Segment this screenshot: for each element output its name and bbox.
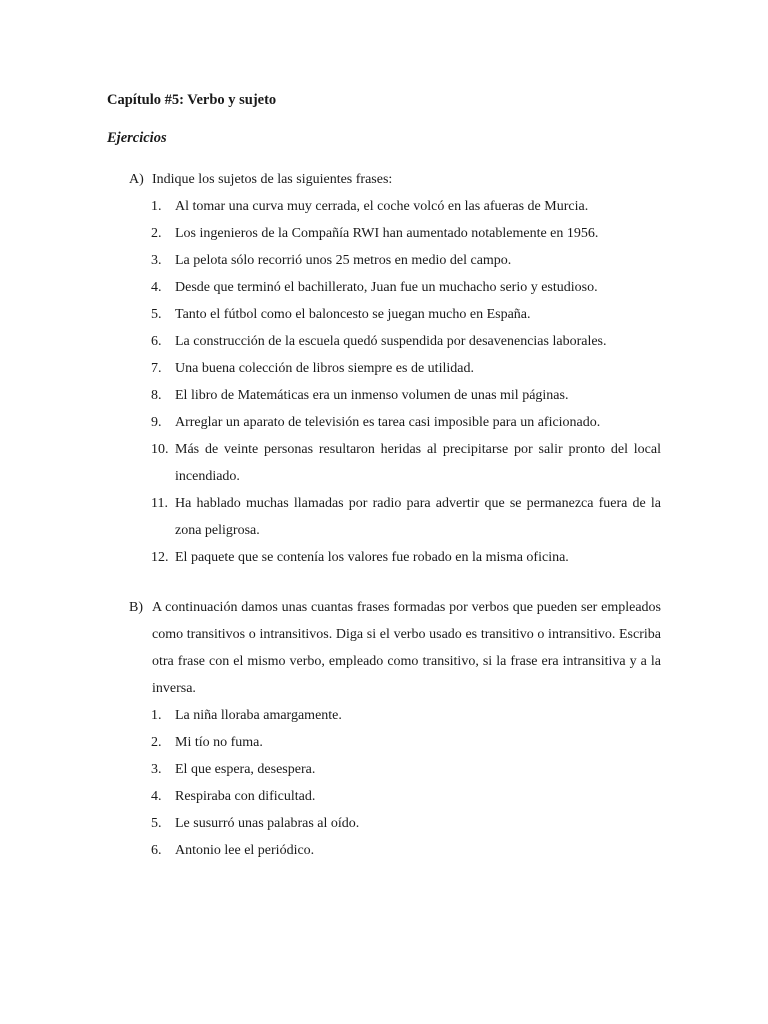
item-number: 6. bbox=[151, 334, 162, 349]
item-text: Mi tío no fuma. bbox=[175, 735, 263, 750]
item-number: 5. bbox=[151, 307, 162, 322]
item-text: La pelota sólo recorrió unos 25 metros en medio del campo. bbox=[175, 253, 512, 268]
list-item bbox=[152, 301, 661, 328]
item-number: 5. bbox=[151, 816, 162, 831]
exercise-section-a bbox=[129, 166, 661, 571]
list-item bbox=[152, 382, 661, 409]
list-item bbox=[152, 193, 661, 220]
item-number: 6. bbox=[151, 843, 162, 858]
item-number: 9. bbox=[151, 415, 162, 430]
section-intro: Indique los sujetos de las siguientes frases: bbox=[152, 172, 393, 187]
item-text: Antonio lee el periódico. bbox=[175, 843, 315, 858]
list-item bbox=[152, 247, 661, 274]
item-number: 4. bbox=[151, 789, 162, 804]
item-text: La construcción de la escuela quedó suspendida por desavenencias laborales. bbox=[175, 334, 607, 349]
chapter-title: Capítulo #5: Verbo y sujeto bbox=[107, 92, 277, 108]
item-text: Desde que terminó el bachillerato, Juan fue un muchacho serio y estudioso. bbox=[175, 280, 598, 295]
section-heading: Ejercicios bbox=[107, 130, 167, 146]
item-number: 8. bbox=[151, 388, 162, 403]
list-item bbox=[152, 810, 661, 837]
list-item bbox=[152, 756, 661, 783]
section-intro: A continuación damos unas cuantas frases formadas por verbos que pueden ser empleados como transitivos o intransitivos. Diga si el verbo usado es transitivo o intransitivo. Escriba otra frase con el mismo verbo, empleado como transitivo, si la frase era intransitiva y a la inversa. bbox=[152, 600, 661, 696]
item-number: 2. bbox=[151, 226, 162, 241]
item-text: Respiraba con dificultad. bbox=[175, 789, 316, 804]
item-text: Arreglar un aparato de televisión es tarea casi imposible para un aficionado. bbox=[175, 415, 601, 430]
item-text: Los ingenieros de la Compañía RWI han aumentado notablemente en 1956. bbox=[175, 226, 599, 241]
item-number: 1. bbox=[151, 708, 162, 723]
list-item bbox=[152, 355, 661, 382]
list-item bbox=[152, 783, 661, 810]
item-number: 1. bbox=[151, 199, 162, 214]
item-number: 10. bbox=[151, 442, 169, 457]
item-text: Una buena colección de libros siempre es de utilidad. bbox=[175, 361, 474, 376]
list-item bbox=[152, 729, 661, 756]
list-item bbox=[152, 544, 661, 571]
item-text: La niña lloraba amargamente. bbox=[175, 708, 342, 723]
item-number: 12. bbox=[151, 550, 169, 565]
item-number: 3. bbox=[151, 762, 162, 777]
list-item bbox=[152, 490, 661, 544]
exercise-section-b bbox=[129, 594, 661, 864]
list-item bbox=[152, 328, 661, 355]
item-number: 7. bbox=[151, 361, 162, 376]
section-label: B) bbox=[129, 600, 143, 615]
item-text: Le susurró unas palabras al oído. bbox=[175, 816, 360, 831]
exercise-list bbox=[152, 193, 661, 571]
item-text: Tanto el fútbol como el baloncesto se juegan mucho en España. bbox=[175, 307, 531, 322]
item-number: 4. bbox=[151, 280, 162, 295]
list-item bbox=[152, 702, 661, 729]
item-text: El paquete que se contenía los valores fue robado en la misma oficina. bbox=[175, 550, 569, 565]
item-number: 11. bbox=[151, 496, 168, 511]
item-text: Al tomar una curva muy cerrada, el coche volcó en las afueras de Murcia. bbox=[175, 199, 589, 214]
list-item bbox=[152, 220, 661, 247]
list-item bbox=[152, 837, 661, 864]
item-text: Ha hablado muchas llamadas por radio para advertir que se permanezca fuera de la zona peligrosa. bbox=[175, 496, 661, 538]
section-label: A) bbox=[129, 172, 144, 187]
item-text: El libro de Matemáticas era un inmenso volumen de unas mil páginas. bbox=[175, 388, 569, 403]
item-number: 3. bbox=[151, 253, 162, 268]
list-item bbox=[152, 436, 661, 490]
item-text: El que espera, desespera. bbox=[175, 762, 316, 777]
list-item bbox=[152, 409, 661, 436]
item-text: Más de veinte personas resultaron heridas al precipitarse por salir pronto del local incendiado. bbox=[175, 442, 661, 484]
list-item bbox=[152, 274, 661, 301]
exercise-list bbox=[152, 702, 661, 864]
item-number: 2. bbox=[151, 735, 162, 750]
